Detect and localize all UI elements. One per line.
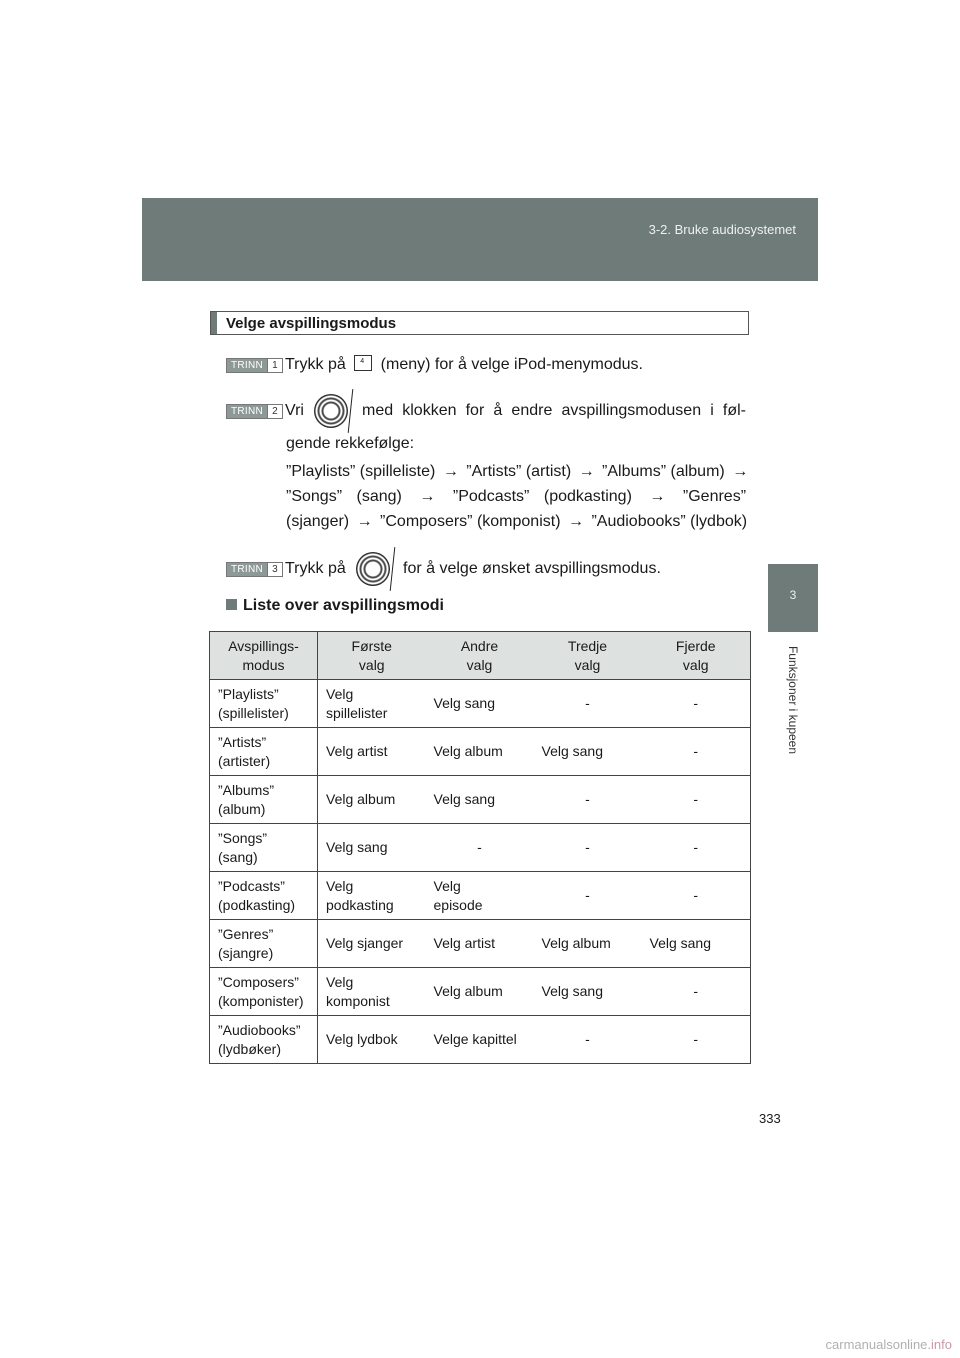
cell-line: - <box>693 1031 699 1047</box>
step-number: 3 <box>267 563 282 576</box>
sequence-line-3 <box>286 513 746 531</box>
step-badge-1 <box>226 358 283 373</box>
seq-item: ”Composers” (komponist) <box>380 513 561 530</box>
step-number: 2 <box>267 405 282 418</box>
table-cell <box>426 1016 534 1064</box>
table-cell <box>318 920 426 968</box>
header-line: valg <box>682 656 709 673</box>
table-cell <box>642 776 751 824</box>
cell-line: Velg artist <box>433 935 495 951</box>
cell-line: (artister) <box>218 752 271 769</box>
section-heading-text: Velge avspillingsmodus <box>226 314 397 332</box>
seq-item: ”Genres” <box>682 488 747 505</box>
header-line: valg <box>574 656 601 673</box>
arrow-icon: → <box>578 463 595 480</box>
table-cell <box>642 920 751 968</box>
cell-line: - <box>585 1031 590 1047</box>
cell-line: - <box>585 695 590 711</box>
cell-line: Velge kapittel <box>433 1031 517 1047</box>
cell-line: episode <box>433 896 483 913</box>
table-cell <box>642 1016 751 1064</box>
table-cell <box>642 728 751 776</box>
table-cell <box>426 824 534 872</box>
cell-line: Velg sang <box>541 743 603 759</box>
cell-line: Velg sang <box>433 791 495 807</box>
header-line: Avspillings- <box>228 637 299 654</box>
cell-line: Velg <box>326 973 354 990</box>
cell-line: Velg <box>326 877 354 894</box>
table-cell <box>210 680 318 728</box>
table-cell <box>642 680 751 728</box>
table-cell <box>210 920 318 968</box>
arrow-icon: → <box>732 463 749 480</box>
column-header <box>318 632 426 680</box>
header-band <box>142 198 818 281</box>
step1-post: (meny) for å velge iPod-menymodus. <box>380 356 643 373</box>
seq-item: ”Podcasts” <box>452 488 530 505</box>
table-cell <box>318 728 426 776</box>
table-cell <box>210 968 318 1016</box>
list-title <box>226 597 444 615</box>
column-header <box>642 632 751 680</box>
cell-line: komponist <box>326 992 390 1009</box>
sequence-line-1 <box>286 463 749 481</box>
table-cell <box>210 824 318 872</box>
table-cell <box>534 920 642 968</box>
table-cell <box>534 968 642 1016</box>
cell-line: (komponister) <box>218 992 304 1009</box>
step1-text <box>285 355 643 374</box>
header-line: valg <box>358 656 385 673</box>
table-cell <box>210 1016 318 1064</box>
cell-line: Velg album <box>326 791 396 807</box>
cell-line: (sang) <box>218 848 258 865</box>
step3-pre: Trykk på <box>285 560 346 577</box>
step1-pre: Trykk på <box>285 356 346 373</box>
header-line: Første <box>351 637 392 654</box>
step2-line2: gende rekkefølge: <box>286 435 415 452</box>
table-body <box>210 680 751 1064</box>
cell-line: spillelister <box>326 704 388 721</box>
column-header <box>534 632 642 680</box>
watermark-text: carmanualsonline <box>825 1337 928 1352</box>
cell-line: ”Artists” <box>218 733 267 750</box>
cell-line: Velg album <box>433 983 503 999</box>
knob-pointer-line <box>348 389 354 433</box>
seq-item: (podkasting) <box>543 488 632 505</box>
cell-line: - <box>477 839 482 855</box>
table-cell <box>426 872 534 920</box>
cell-line: ”Podcasts” <box>218 877 285 894</box>
cell-line: Velg sang <box>649 935 711 951</box>
table-row <box>210 920 751 968</box>
cell-line: (album) <box>218 800 266 817</box>
cell-line: Velg artist <box>326 743 388 759</box>
table-cell <box>318 1016 426 1064</box>
table-cell <box>210 872 318 920</box>
step3-post: for å velge ønsket avspillingsmodus. <box>403 560 661 577</box>
menu-key-icon <box>354 355 372 371</box>
cell-line: ”Playlists” <box>218 685 279 702</box>
knob-pointer-line <box>390 547 396 591</box>
step2-post: med klokken for å endre avspillingsmodusen i føl- <box>362 402 746 419</box>
table-cell <box>534 776 642 824</box>
cell-line: ”Composers” <box>218 973 299 990</box>
modes-table <box>209 631 751 1064</box>
table-cell <box>426 728 534 776</box>
step-badge-3 <box>226 562 283 577</box>
table-cell <box>534 728 642 776</box>
cell-line: - <box>693 983 699 999</box>
watermark-suffix: .info <box>927 1337 952 1352</box>
cell-line: Velg sang <box>541 983 603 999</box>
seq-item: (sjanger) <box>286 513 350 530</box>
chapter-title: 3-2. Bruke audiosystemet <box>648 222 796 237</box>
table-cell <box>534 680 642 728</box>
tune-knob-icon <box>356 552 390 586</box>
table-row <box>210 728 751 776</box>
seq-item: ”Albums” (album) <box>602 463 725 480</box>
step-word: TRINN <box>227 563 267 576</box>
table-row <box>210 872 751 920</box>
table-cell <box>210 776 318 824</box>
arrow-icon: → <box>419 488 436 505</box>
cell-line: - <box>693 743 699 759</box>
chapter-number: 3 <box>789 588 797 602</box>
cell-line: - <box>585 791 590 807</box>
watermark <box>826 1337 952 1352</box>
cell-line: Velg lydbok <box>326 1031 398 1047</box>
table-cell <box>318 680 426 728</box>
cell-line: - <box>693 887 699 903</box>
cell-line: Velg album <box>541 935 611 951</box>
table-row <box>210 680 751 728</box>
page-number: 333 <box>759 1111 781 1126</box>
tune-knob-icon <box>314 394 348 428</box>
cell-line: - <box>693 791 699 807</box>
header-line: Tredje <box>567 637 608 654</box>
header-line: Andre <box>460 637 499 654</box>
cell-line: Velg sang <box>326 839 388 855</box>
sequence-line-2 <box>286 488 746 506</box>
cell-line: podkasting <box>326 896 394 913</box>
column-header <box>210 632 318 680</box>
step-number: 1 <box>267 359 282 372</box>
list-title-text: Liste over avspillingsmodi <box>243 597 444 614</box>
table-cell <box>426 968 534 1016</box>
arrow-icon: → <box>442 463 459 480</box>
table-cell <box>318 776 426 824</box>
arrow-icon: → <box>649 488 666 505</box>
header-line: Fjerde <box>675 637 716 654</box>
cell-line: Velg sjanger <box>326 935 404 951</box>
column-header <box>426 632 534 680</box>
cell-line: Velg <box>433 877 461 894</box>
cell-line: ”Genres” <box>218 925 274 942</box>
cell-line: - <box>693 839 699 855</box>
cell-line: ”Albums” <box>218 781 275 798</box>
side-label: Funksjoner i kupeen <box>786 645 800 755</box>
cell-line: (spillelister) <box>218 704 289 721</box>
table-cell <box>642 824 751 872</box>
cell-line: (podkasting) <box>218 896 296 913</box>
table-cell <box>534 824 642 872</box>
table-row <box>210 968 751 1016</box>
side-tab <box>768 564 818 632</box>
arrow-icon: → <box>567 513 584 530</box>
table-cell <box>318 968 426 1016</box>
cell-line: Velg <box>326 685 354 702</box>
table-cell <box>426 680 534 728</box>
seq-item: ”Audiobooks” (lydbok) <box>591 513 748 530</box>
table-row <box>210 776 751 824</box>
cell-line: - <box>585 839 590 855</box>
seq-item: ”Playlists” (spilleliste) <box>286 463 436 480</box>
step-word: TRINN <box>227 359 267 372</box>
heading-bar <box>211 312 217 334</box>
cell-line: ”Songs” <box>218 829 268 846</box>
cell-line: (lydbøker) <box>218 1040 282 1057</box>
arrow-icon: → <box>356 513 373 530</box>
menu-key-glyph: 4 <box>360 358 365 365</box>
section-heading <box>210 311 749 335</box>
table-cell <box>318 824 426 872</box>
table-row <box>210 1016 751 1064</box>
table-cell <box>642 968 751 1016</box>
table-cell <box>426 776 534 824</box>
cell-line: - <box>585 887 590 903</box>
cell-line: Velg sang <box>433 695 495 711</box>
cell-line: ”Audiobooks” <box>218 1021 301 1038</box>
header-line: valg <box>466 656 493 673</box>
seq-item: ”Artists” (artist) <box>466 463 572 480</box>
step-word: TRINN <box>227 405 267 418</box>
step-badge-2 <box>226 404 283 419</box>
table-cell <box>426 920 534 968</box>
header-line: modus <box>242 656 285 673</box>
table-cell <box>642 872 751 920</box>
cell-line: Velg album <box>433 743 503 759</box>
table-cell <box>318 872 426 920</box>
square-bullet-icon <box>226 599 237 610</box>
table-cell <box>534 1016 642 1064</box>
table-cell <box>210 728 318 776</box>
cell-line: (sjangre) <box>218 944 274 961</box>
table-cell <box>534 872 642 920</box>
seq-item: ”Songs” <box>286 488 343 505</box>
cell-line: - <box>693 695 699 711</box>
table-header-row <box>210 632 751 680</box>
step2-pre: Vri <box>285 402 304 419</box>
seq-item: (sang) <box>356 488 402 505</box>
table-row <box>210 824 751 872</box>
